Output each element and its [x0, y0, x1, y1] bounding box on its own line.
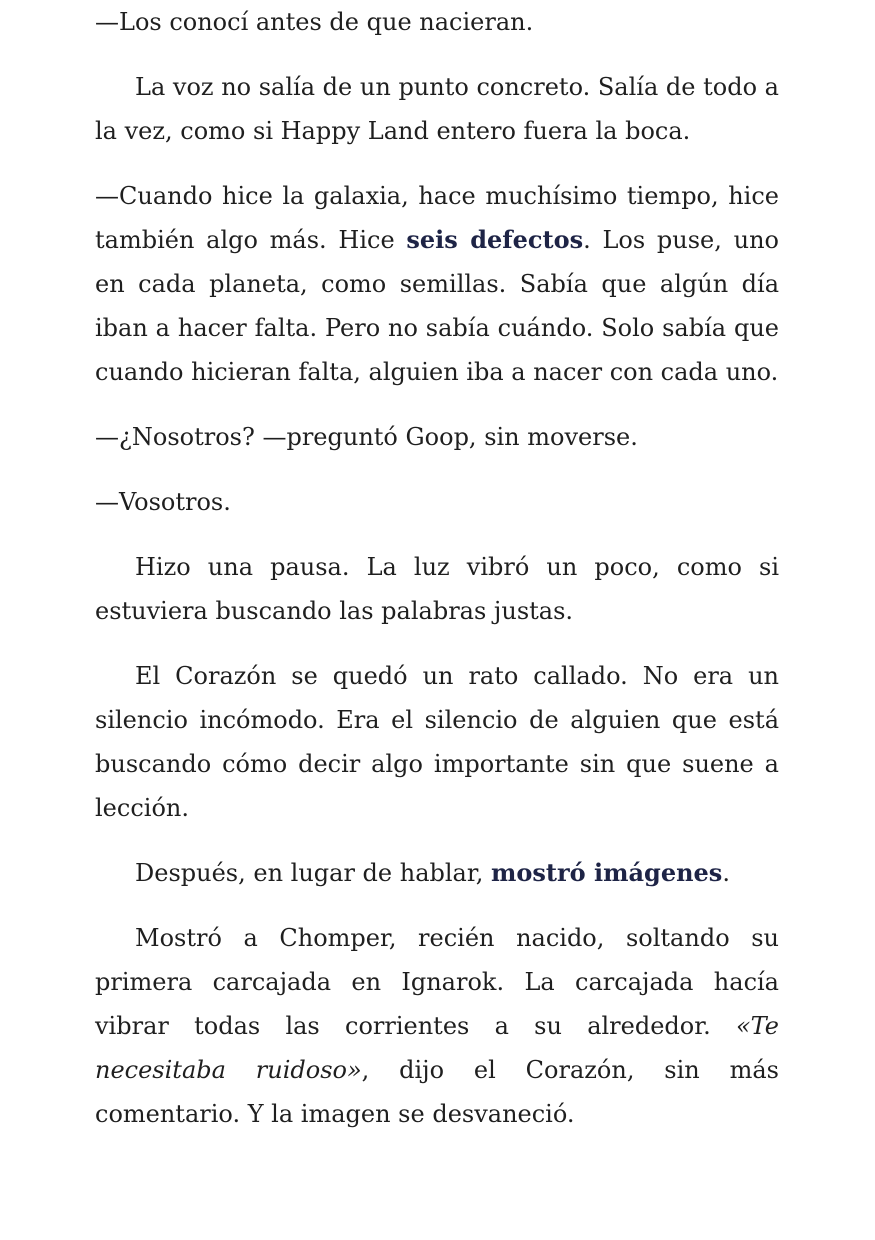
text-run: Mostró a Chomper, recién nacido, soltando su primera carcajada en Ignarok. La carcajada hacía vibrar todas las corrientes a su alrededor.	[95, 924, 779, 1040]
text-run: El Corazón se quedó un rato callado. No era un silencio incómodo. Era el silencio de alguien que está buscando cómo decir algo importante sin que suene a lección.	[95, 662, 779, 822]
text-run: —¿Nosotros? —preguntó Goop, sin moverse.	[95, 423, 638, 451]
paragraph-p2	[95, 65, 779, 153]
text-run: . Los puse, uno en cada planeta, como semillas. Sabía que algún día iban a hacer falta. Pero no sabía cuándo. Solo sabía que cuando hicieran falta, alguien iba a nacer con cada uno.	[95, 226, 779, 386]
paragraph-p8	[95, 851, 779, 895]
bold-emphasis: seis defectos	[406, 225, 584, 254]
paragraph-p3	[95, 174, 779, 394]
paragraph-p6	[95, 545, 779, 633]
text-run: —Vosotros.	[95, 488, 231, 516]
paragraph-p1	[95, 0, 779, 44]
paragraph-p5	[95, 480, 779, 524]
text-run: Después, en lugar de hablar,	[135, 859, 491, 887]
paragraph-p7	[95, 654, 779, 830]
text-run: La voz no salía de un punto concreto. Salía de todo a la vez, como si Happy Land entero fuera la boca.	[95, 73, 779, 145]
text-run: —Los conocí antes de que nacieran.	[95, 8, 534, 36]
text-run: —Cuando hice la galaxia, hace muchísimo tiempo, hice también algo más. Hice	[95, 182, 779, 254]
paragraph-p4	[95, 415, 779, 459]
text-run: Hizo una pausa. La luz vibró un poco, como si estuviera buscando las palabras justas.	[95, 553, 779, 625]
italic-quote: «Te necesitaba ruidoso»	[95, 1012, 779, 1084]
text-run: .	[722, 859, 730, 887]
page-text	[95, 0, 779, 1157]
text-run: , dijo el Corazón, sin más comentario. Y la imagen se desvaneció.	[95, 1056, 780, 1128]
bold-emphasis: mostró imágenes	[490, 858, 723, 887]
paragraph-p9	[95, 916, 779, 1136]
